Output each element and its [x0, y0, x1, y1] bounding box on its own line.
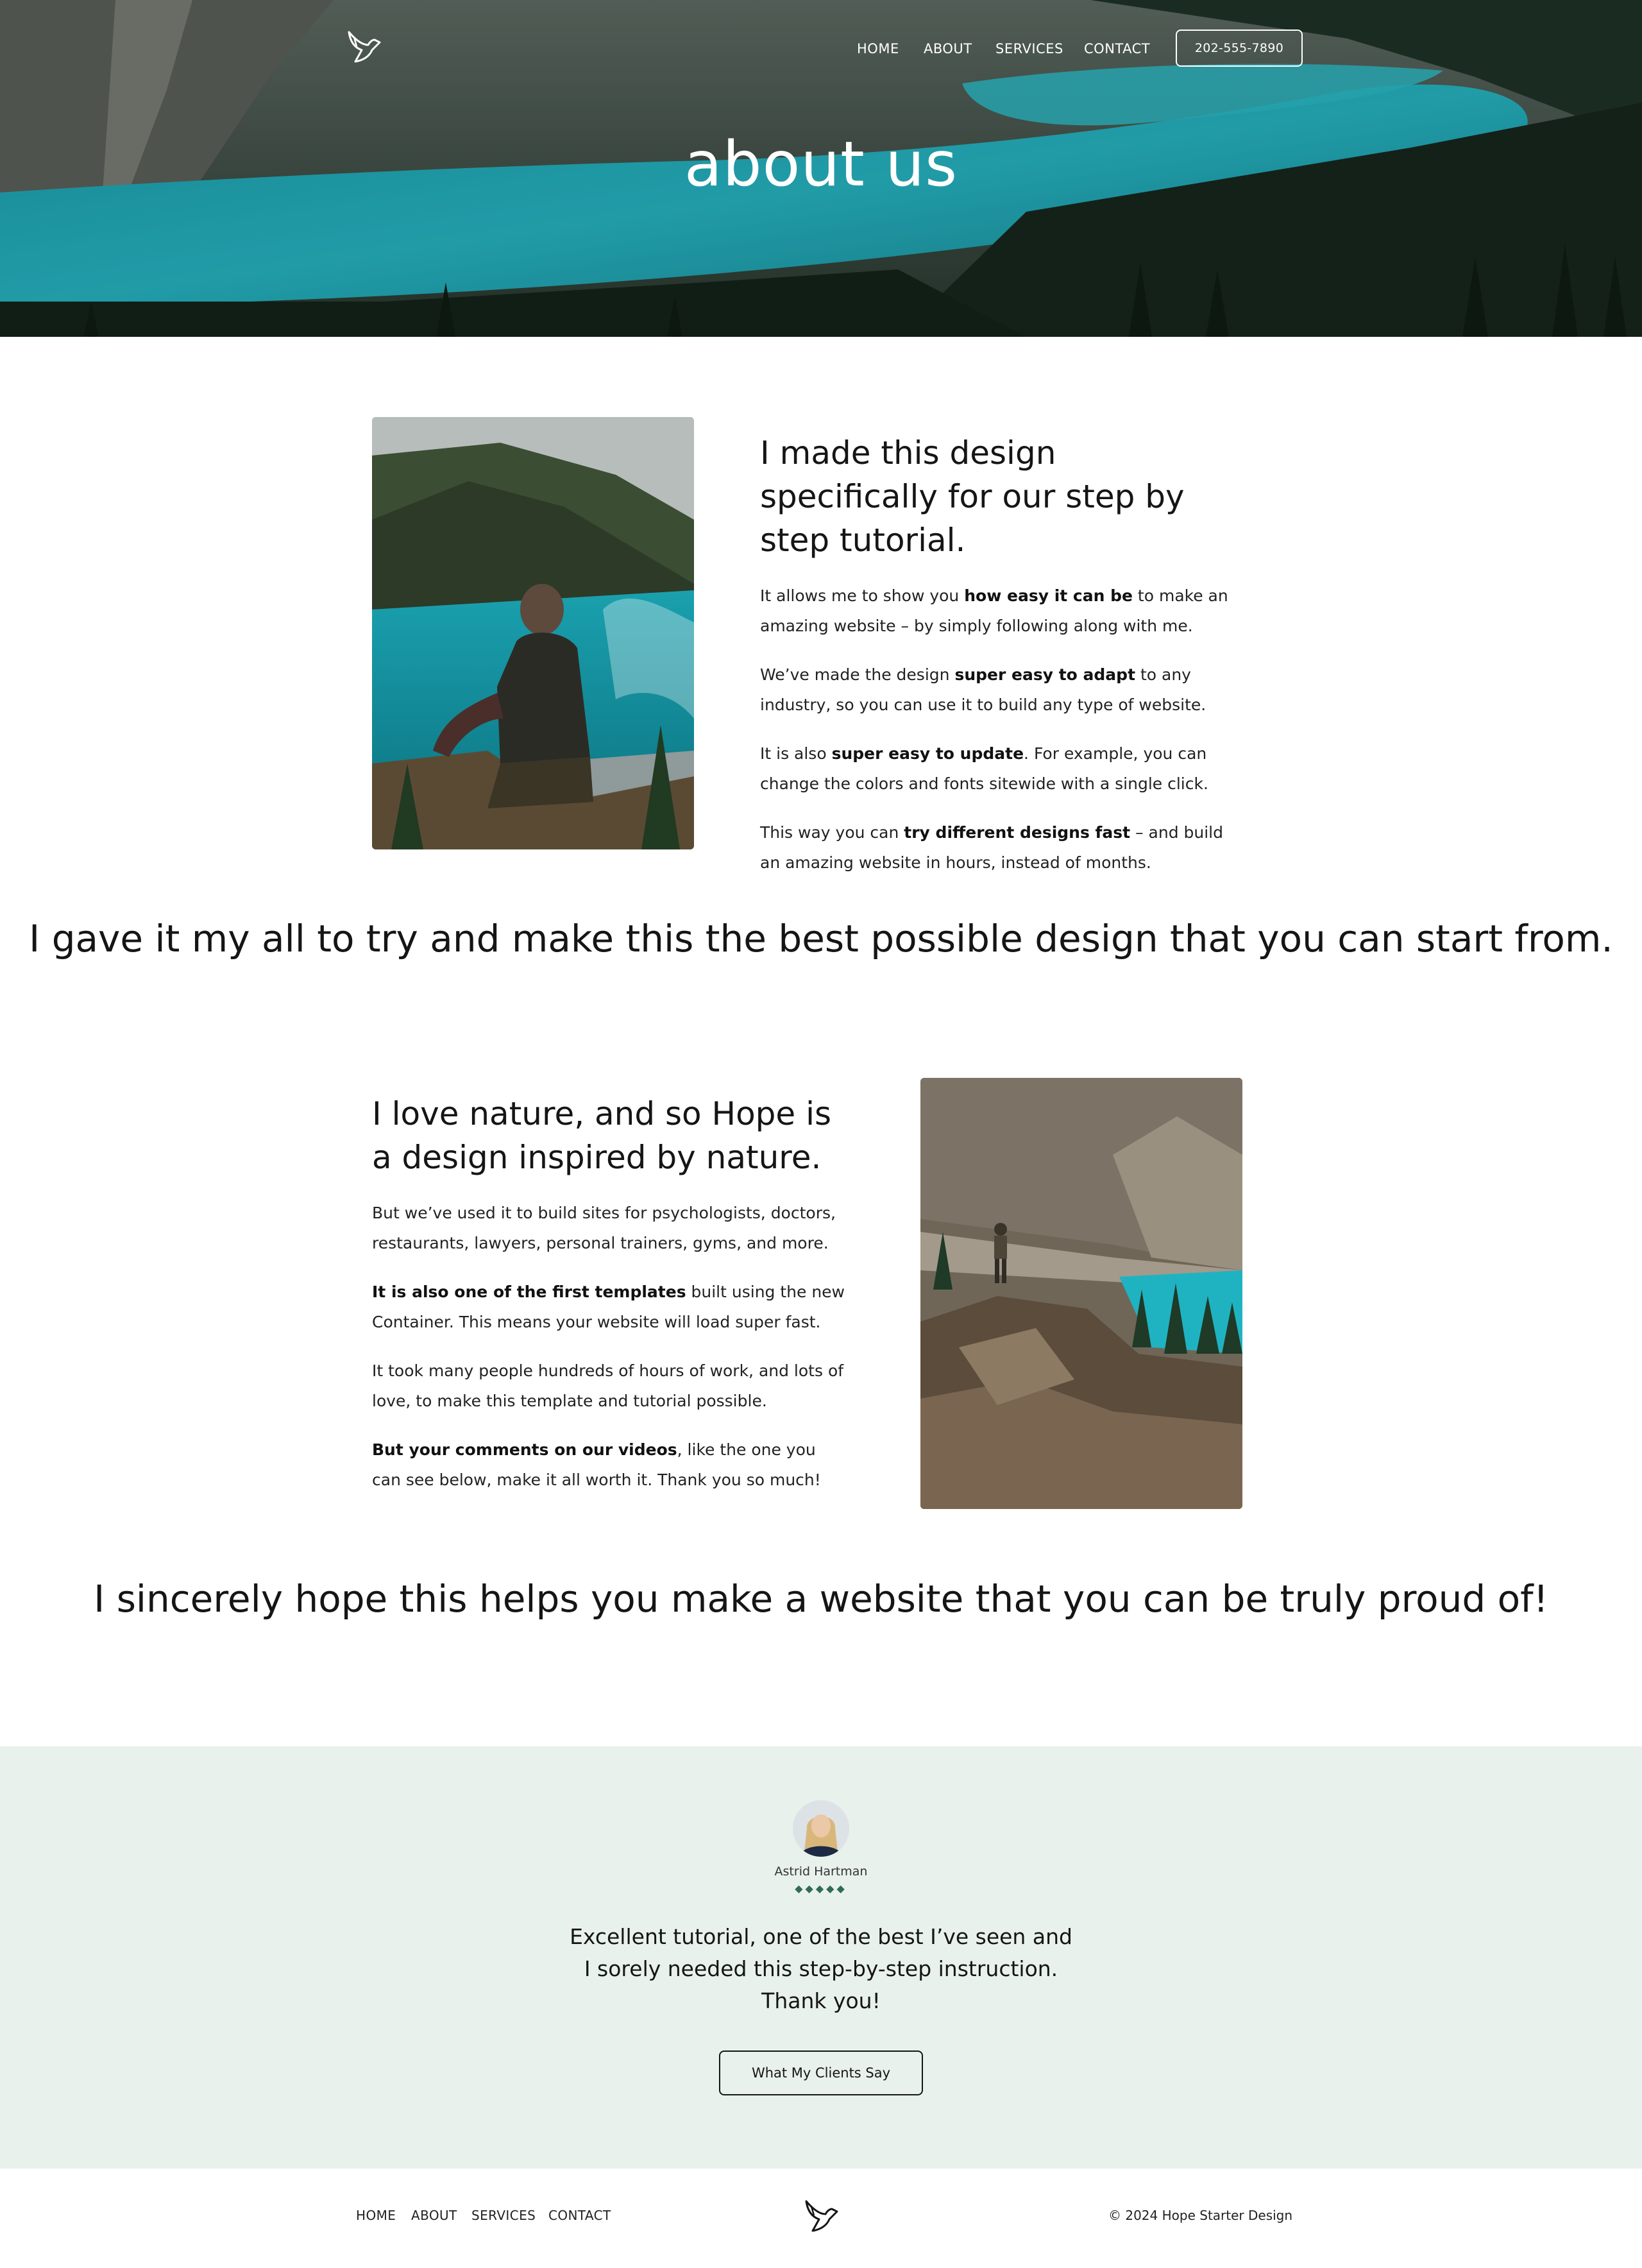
intro-paragraph: We’ve made the design super easy to adapt to any industry, so you can use it to build any type of website. [760, 665, 1206, 714]
nav-about-link[interactable]: ABOUT [924, 41, 972, 56]
footer-home-link[interactable]: HOME [356, 2208, 396, 2223]
testimonial-section [0, 1746, 1642, 2169]
nature-text-block [372, 1092, 847, 1495]
intro-paragraph: It is also super easy to update. For example, you can change the colors and fonts sitewide with a single click. [760, 744, 1208, 793]
nature-heading: I love nature, and so Hope is a design inspired by nature. [372, 1095, 832, 1176]
reviewer-name: Astrid Hartman [774, 1864, 868, 1879]
nav-home-link[interactable]: HOME [857, 41, 899, 56]
man-by-lake-photo [372, 417, 694, 849]
page-title: about us [684, 128, 958, 200]
nav-services-link[interactable]: SERVICES [995, 41, 1063, 56]
dove-logo-icon[interactable] [801, 2197, 841, 2237]
closing-quote: I sincerely hope this helps you make a website that you can be truly proud of! [94, 1577, 1548, 1621]
avatar [793, 1800, 849, 1857]
nature-paragraph: But we’ve used it to build sites for psychologists, doctors, restaurants, lawyers, personal trainers, gyms, and more. [372, 1204, 836, 1252]
clients-say-button[interactable]: What My Clients Say [719, 2051, 923, 2095]
footer [0, 2169, 1642, 2268]
nature-paragraph: It took many people hundreds of hours of work, and lots of love, to make this template and tutorial possible. [372, 1361, 844, 1410]
nav-contact-link[interactable]: CONTACT [1084, 41, 1151, 56]
rating-stars: ◆◆◆◆◆ [795, 1882, 847, 1895]
footer-contact-link[interactable]: CONTACT [548, 2208, 611, 2223]
nature-paragraph: It is also one of the first templates built using the new Container. This means your website will load super fast. [372, 1283, 845, 1331]
intro-paragraph: It allows me to show you how easy it can be to make an amazing website – by simply following along with me. [760, 586, 1228, 635]
intro-paragraph: This way you can try different designs fast – and build an amazing website in hours, instead of months. [760, 823, 1223, 872]
dove-logo-icon[interactable] [344, 28, 384, 68]
footer-services-link[interactable]: SERVICES [471, 2208, 536, 2223]
intro-heading: I made this design specifically for our step by step tutorial. [760, 434, 1185, 559]
footer-about-link[interactable]: ABOUT [411, 2208, 457, 2223]
phone-button[interactable]: 202-555-7890 [1176, 30, 1303, 67]
testimonial-quote: Excellent tutorial, one of the best I’ve seen and I sorely needed this step-by-step instruction. Thank you! [570, 1924, 1072, 2013]
hiker-on-rocks-photo [920, 1078, 1242, 1509]
hero-banner [0, 0, 1642, 337]
copyright-text: © 2024 Hope Starter Design [1108, 2208, 1293, 2223]
statement-quote: I gave it my all to try and make this the best possible design that you can start from. [29, 917, 1613, 960]
nature-paragraph: But your comments on our videos, like the one you can see below, make it all worth it. Thank you so much! [372, 1440, 821, 1489]
intro-text-block [760, 431, 1235, 878]
